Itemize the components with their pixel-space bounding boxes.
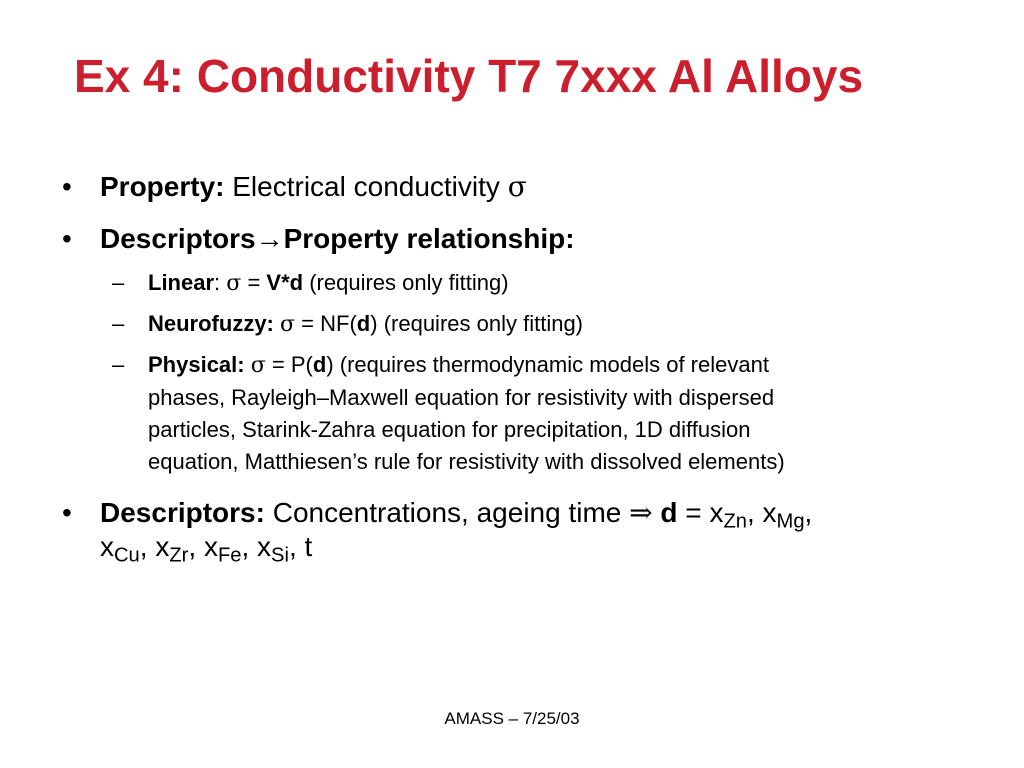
descriptor-x-zn: $x_{Zn}$	[709, 497, 747, 533]
descriptor-vector-d: d	[312, 352, 327, 377]
sigma-symbol: σ	[250, 353, 266, 378]
neurofuzzy-note: (requires only fitting)	[383, 311, 584, 336]
descriptor-x-mg: $x_{Mg}$	[762, 497, 805, 533]
neurofuzzy-close: )	[370, 311, 378, 336]
sub-marker: –	[112, 270, 125, 295]
sub-marker: –	[112, 352, 125, 377]
bullet-relationship	[62, 222, 992, 256]
descriptors-label: Descriptors:	[100, 497, 265, 528]
sub-item-neurofuzzy	[112, 308, 972, 341]
sigma-symbol: σ	[507, 170, 527, 203]
physical-line-2: phases, Rayleigh–Maxwell equation for resistivity with dispersed	[148, 385, 775, 410]
linear-colon: :	[214, 270, 221, 295]
descriptor-x-si: $x_{Si}$	[257, 531, 289, 567]
bullet-marker: •	[62, 223, 72, 254]
sub-item-neurofuzzy-text	[148, 308, 972, 341]
physical-label: Physical:	[148, 352, 245, 377]
physical-line-1: (requires thermodynamic models of relevant	[339, 352, 769, 377]
property-label: Property:	[100, 171, 225, 202]
bullet-marker: •	[62, 497, 72, 528]
descriptor-x-fe: $x_{Fe}$	[203, 531, 242, 567]
neurofuzzy-label: Neurofuzzy:	[148, 311, 274, 336]
linear-formula: V*d	[266, 270, 304, 295]
neurofuzzy-eq: = NF(	[301, 311, 357, 336]
descriptors-text: Concentrations, ageing time	[272, 497, 622, 528]
sub-item-physical	[112, 349, 972, 478]
sub-item-linear-text	[148, 267, 972, 300]
descriptor-vector-d: d	[660, 497, 678, 528]
equals-sign: =	[685, 497, 702, 528]
sub-marker: –	[112, 311, 125, 336]
bullet-descriptors-text: Descriptors: Concentrations, ageing time ⇒ $d = x_{Zn}$, $x_{Mg}$, $x_{Cu}$, $x_{Zr}$, $x_{Fe}$, $x_{Si}$, t	[100, 496, 813, 567]
descriptor-x-zr: $x_{Zr}$	[155, 531, 189, 567]
physical-eq: = P(	[271, 352, 313, 377]
linear-label: Linear	[148, 270, 215, 295]
sigma-symbol: σ	[280, 312, 296, 337]
bullet-marker: •	[62, 171, 72, 202]
descriptor-time: t	[304, 531, 313, 562]
property-value: Electrical conductivity	[232, 171, 500, 202]
descriptor-vector-d: d	[356, 311, 371, 336]
physical-line-4: equation, Matthiesen’s rule for resistivity with dissolved elements)	[148, 449, 785, 474]
bullet-descriptors	[62, 496, 992, 567]
bullet-property-text	[100, 170, 992, 204]
linear-note: (requires only fitting)	[309, 270, 509, 295]
sub-item-physical-text	[148, 349, 972, 478]
slide-title: Ex 4: Conductivity T7 7xxx Al Alloys	[74, 50, 864, 102]
implies-symbol: ⇒	[629, 496, 653, 529]
equals-sign: =	[247, 270, 261, 295]
descriptor-x-cu: $x_{Cu}$	[100, 531, 140, 567]
relationship-heading: Descriptors→Property relationship:	[100, 223, 575, 254]
bullet-relationship-text	[100, 222, 992, 256]
slide-footer: AMASS – 7/25/03	[444, 709, 580, 728]
physical-close: )	[326, 352, 334, 377]
physical-line-3: particles, Starink-Zahra equation for precipitation, 1D diffusion	[148, 417, 751, 442]
sigma-symbol: σ	[226, 271, 242, 296]
bullet-property	[62, 170, 992, 204]
sub-item-linear	[112, 267, 972, 300]
